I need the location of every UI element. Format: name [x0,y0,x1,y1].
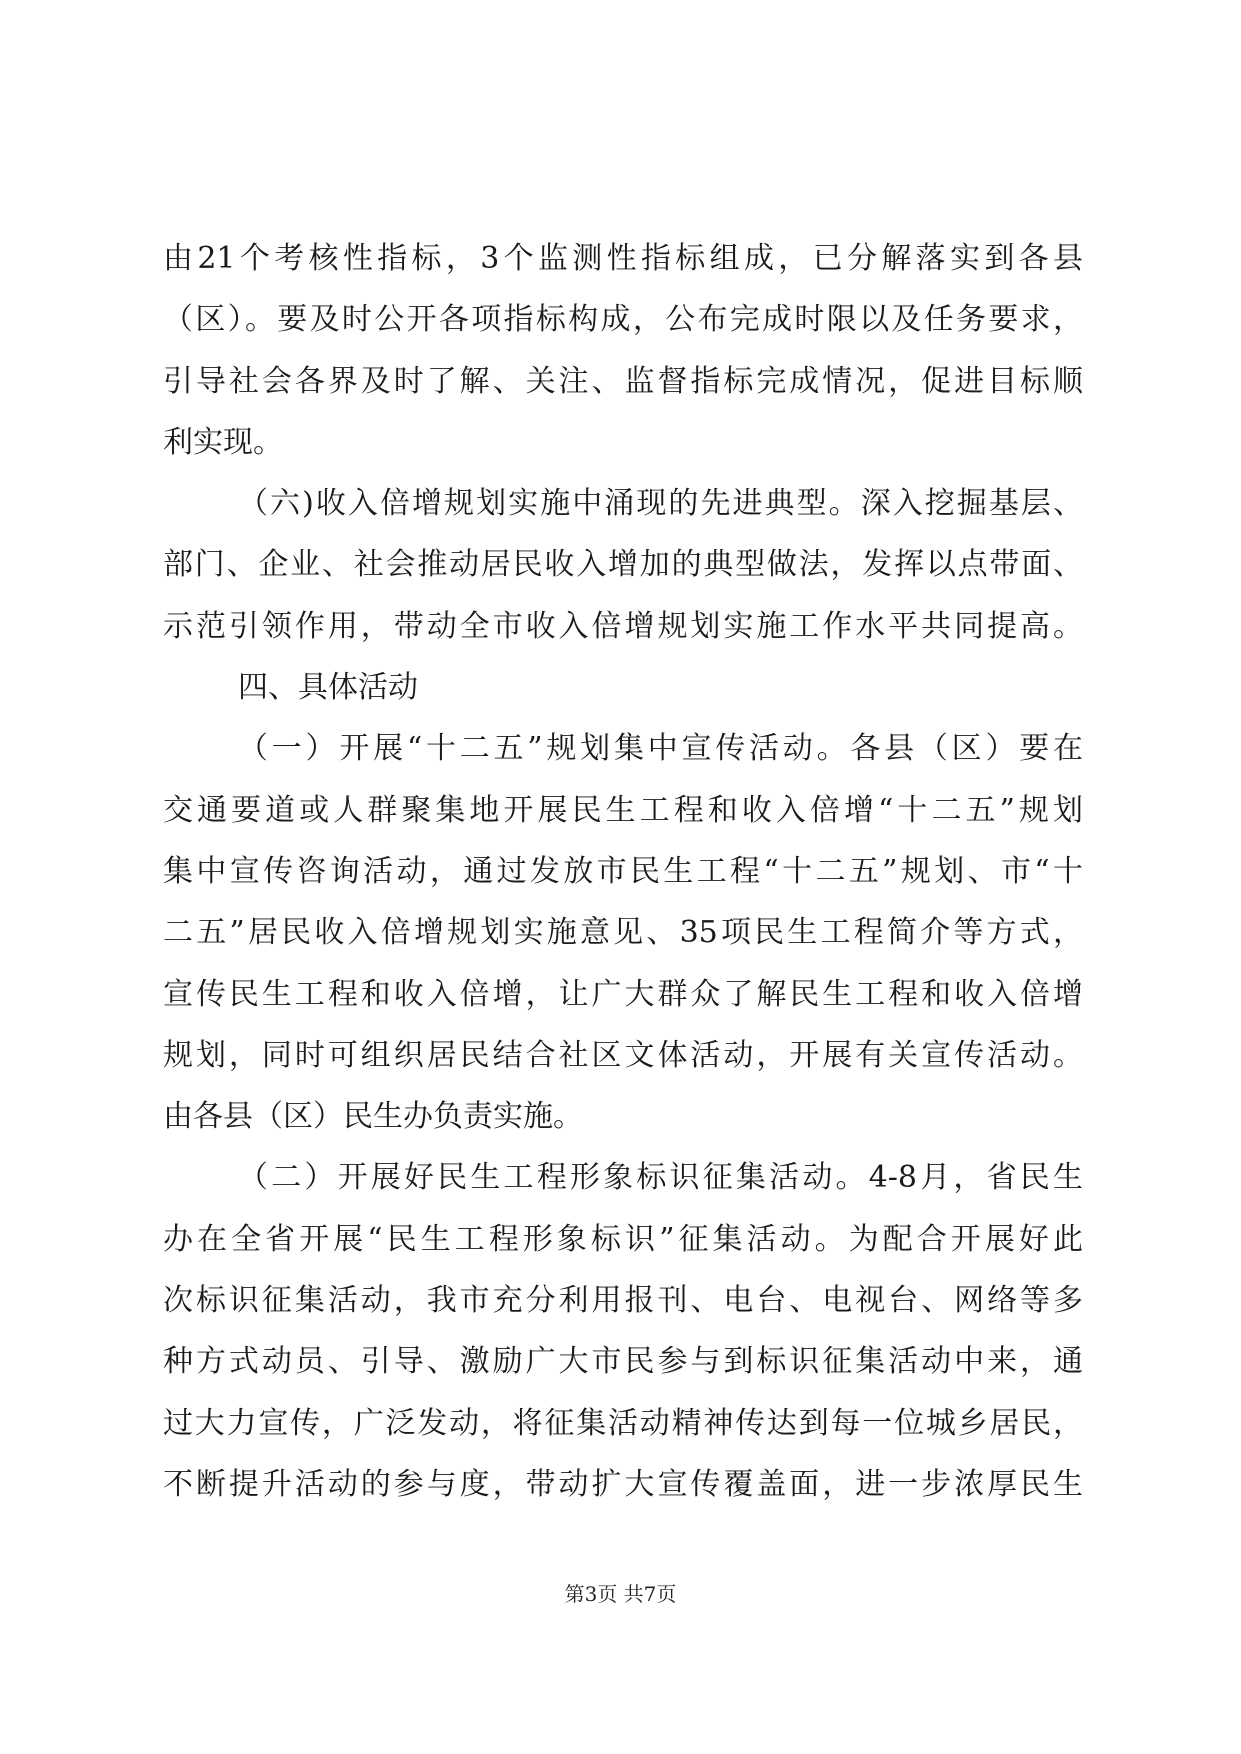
text-line: （区）。要及时公开各项指标构成，公布完成时限以及任务要求， [163,302,1083,338]
text-line: 交通要道或人群聚集地开展民生工程和收入倍增“十二五”规划 [163,792,1083,828]
text-line: 引导社会各界及时了解、关注、监督指标完成情况，促进目标顺 [163,363,1083,399]
text-line: 宣传民生工程和收入倍增，让广大群众了解民生工程和收入倍增 [163,976,1083,1012]
paragraph-start-line: （二）开展好民生工程形象标识征集活动。4-8月，省民生 [238,1160,1083,1196]
text-line: 规划，同时可组织居民结合社区文体活动，开展有关宣传活动。 [163,1037,1083,1073]
paragraph-start-line: （一）开展“十二五”规划集中宣传活动。各县（区）要在 [238,731,1083,767]
section-heading: 四、具体活动 [238,670,418,706]
text-line: 种方式动员、引导、激励广大市民参与到标识征集活动中来，通 [163,1344,1083,1380]
page-number-footer: 第3页 共7页 [564,1582,677,1606]
text-line: 办在全省开展“民生工程形象标识”征集活动。为配合开展好此 [163,1221,1083,1257]
text-line: 过大力宣传，广泛发动，将征集活动精神传达到每一位城乡居民， [163,1405,1083,1441]
text-line: 集中宣传咨询活动，通过发放市民生工程“十二五”规划、市“十 [163,853,1083,889]
text-line: 不断提升活动的参与度，带动扩大宣传覆盖面，进一步浓厚民生 [163,1466,1083,1502]
text-line: 部门、企业、社会推动居民收入增加的典型做法，发挥以点带面、 [163,547,1083,583]
text-line: 由21个考核性指标，3个监测性指标组成，已分解落实到各县 [163,241,1083,276]
text-line: 示范引领作用，带动全市收入倍增规划实施工作水平共同提高。 [163,608,1083,644]
paragraph-start-line: （六)收入倍增规划实施中涌现的先进典型。深入挖掘基层、 [238,486,1083,522]
text-line: 次标识征集活动，我市充分利用报刊、电台、电视台、网络等多 [163,1283,1083,1319]
document-body [163,228,1083,1515]
text-line: 利实现。 [163,424,283,460]
text-line: 二五”居民收入倍增规划实施意见、35项民生工程简介等方式， [163,915,1083,951]
text-line: 由各县（区）民生办负责实施。 [163,1099,583,1135]
